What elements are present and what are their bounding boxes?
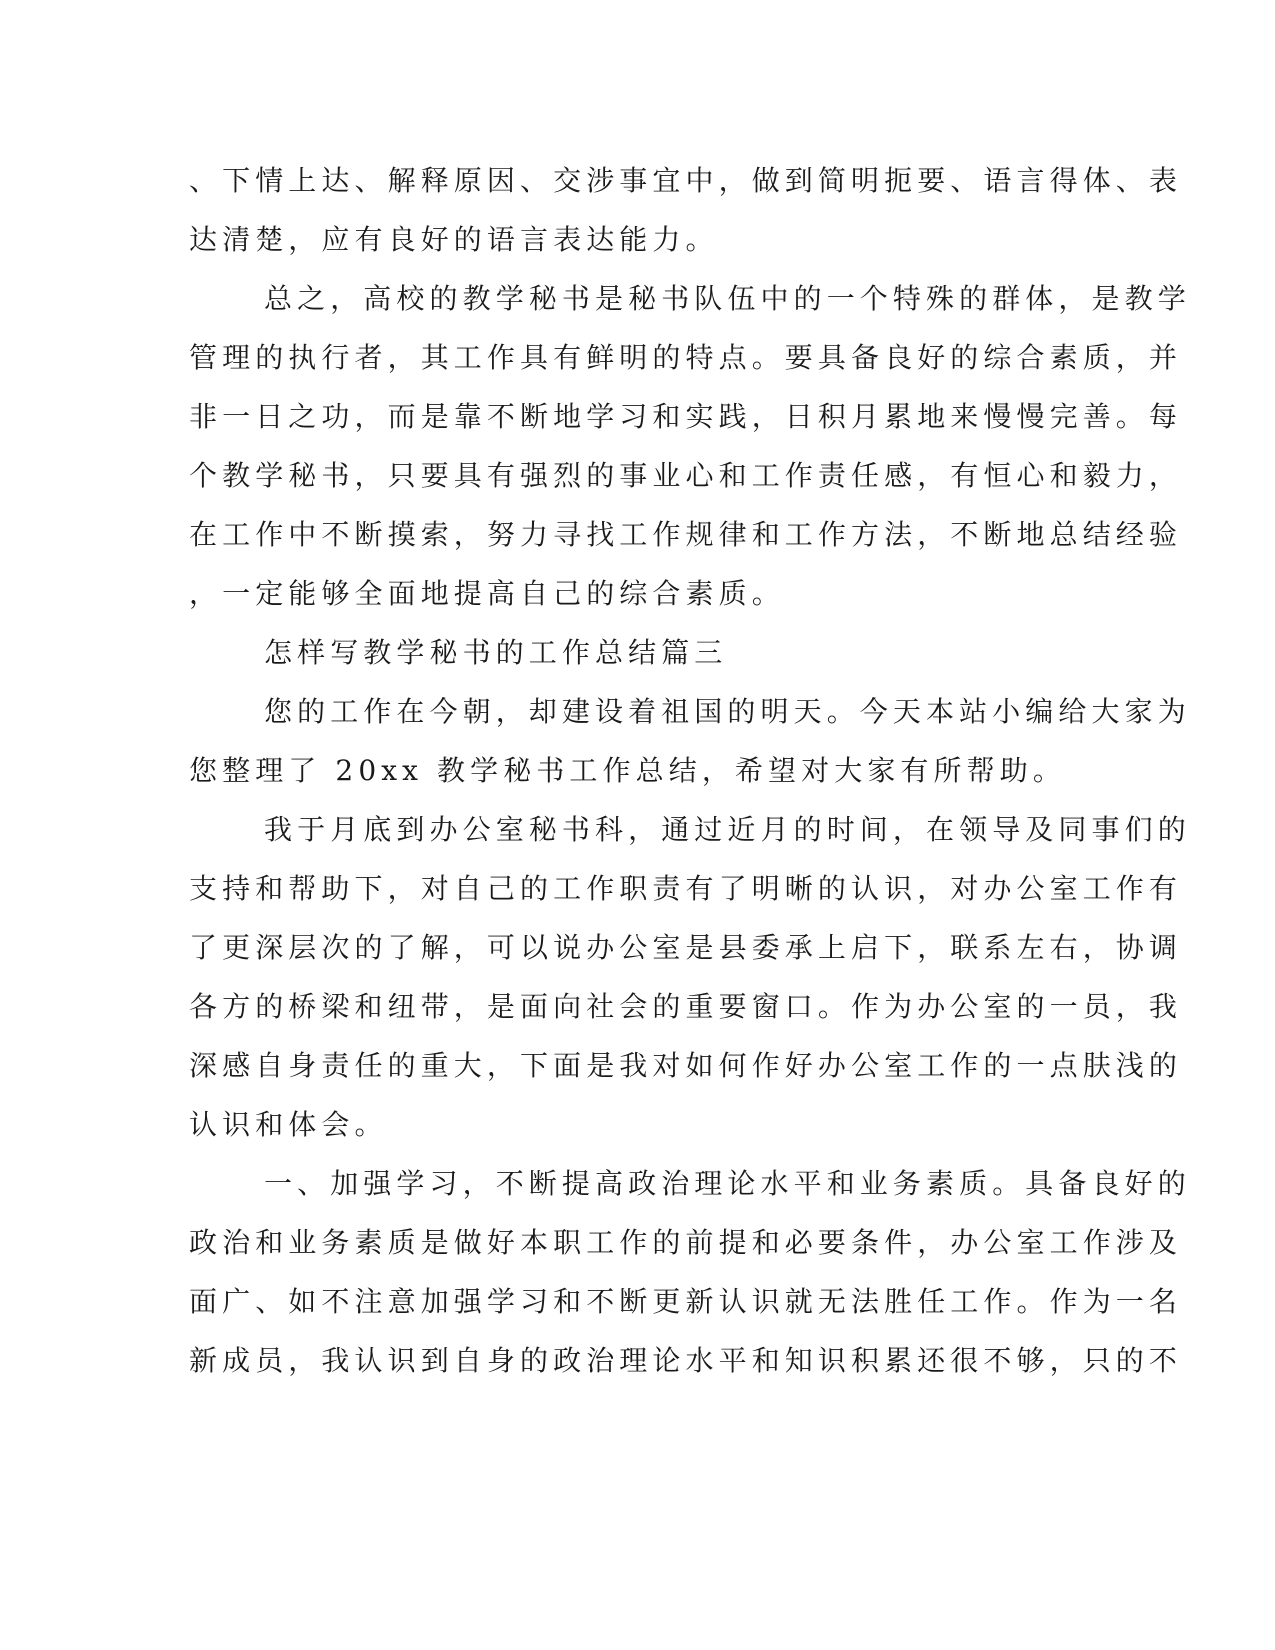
paragraph-start: 一、加强学习，不断提高政治理论水平和业务素质。具备良好的 [264,1167,1191,1200]
text-line: 达清楚，应有良好的语言表达能力。 [189,223,719,256]
text-line: 面广、如不注意加强学习和不断更新认识就无法胜任工作。作为一名 [189,1285,1183,1318]
text-line: 认识和体会。 [189,1108,388,1141]
text-line: 深感自身责任的重大，下面是我对如何作好办公室工作的一点肤浅的 [189,1049,1183,1082]
paragraph-start: 我于月底到办公室秘书科，通过近月的时间，在领导及同事们的 [264,813,1191,846]
text-line: 支持和帮助下，对自己的工作职责有了明晰的认识，对办公室工作有 [189,872,1183,905]
text-line: 了更深层次的了解，可以说办公室是县委承上启下，联系左右，协调 [189,931,1183,964]
text-line: ，一定能够全面地提高自己的综合素质。 [189,577,785,610]
text-line: 各方的桥梁和纽带，是面向社会的重要窗口。作为办公室的一员，我 [189,990,1183,1023]
text-line: 、下情上达、解释原因、交涉事宜中，做到简明扼要、语言得体、表 [189,164,1183,197]
text-line: 管理的执行者，其工作具有鲜明的特点。要具备良好的综合素质，并 [189,341,1183,374]
text-line: 非一日之功，而是靠不断地学习和实践，日积月累地来慢慢完善。每 [189,400,1183,433]
section-heading: 怎样写教学秘书的工作总结篇三 [264,636,728,669]
paragraph-start: 总之，高校的教学秘书是秘书队伍中的一个特殊的群体，是教学 [264,282,1191,315]
text-line: 个教学秘书，只要具有强烈的事业心和工作责任感，有恒心和毅力， [189,459,1183,492]
paragraph-start: 您的工作在今朝，却建设着祖国的明天。今天本站小编给大家为 [264,695,1191,728]
text-line: 在工作中不断摸索，努力寻找工作规律和工作方法，不断地总结经验 [189,518,1183,551]
text-line: 您整理了 20xx 教学秘书工作总结，希望对大家有所帮助。 [189,754,1066,787]
text-line: 政治和业务素质是做好本职工作的前提和必要条件，办公室工作涉及 [189,1226,1183,1259]
text-line: 新成员，我认识到自身的政治理论水平和知识积累还很不够，只的不 [189,1344,1183,1377]
